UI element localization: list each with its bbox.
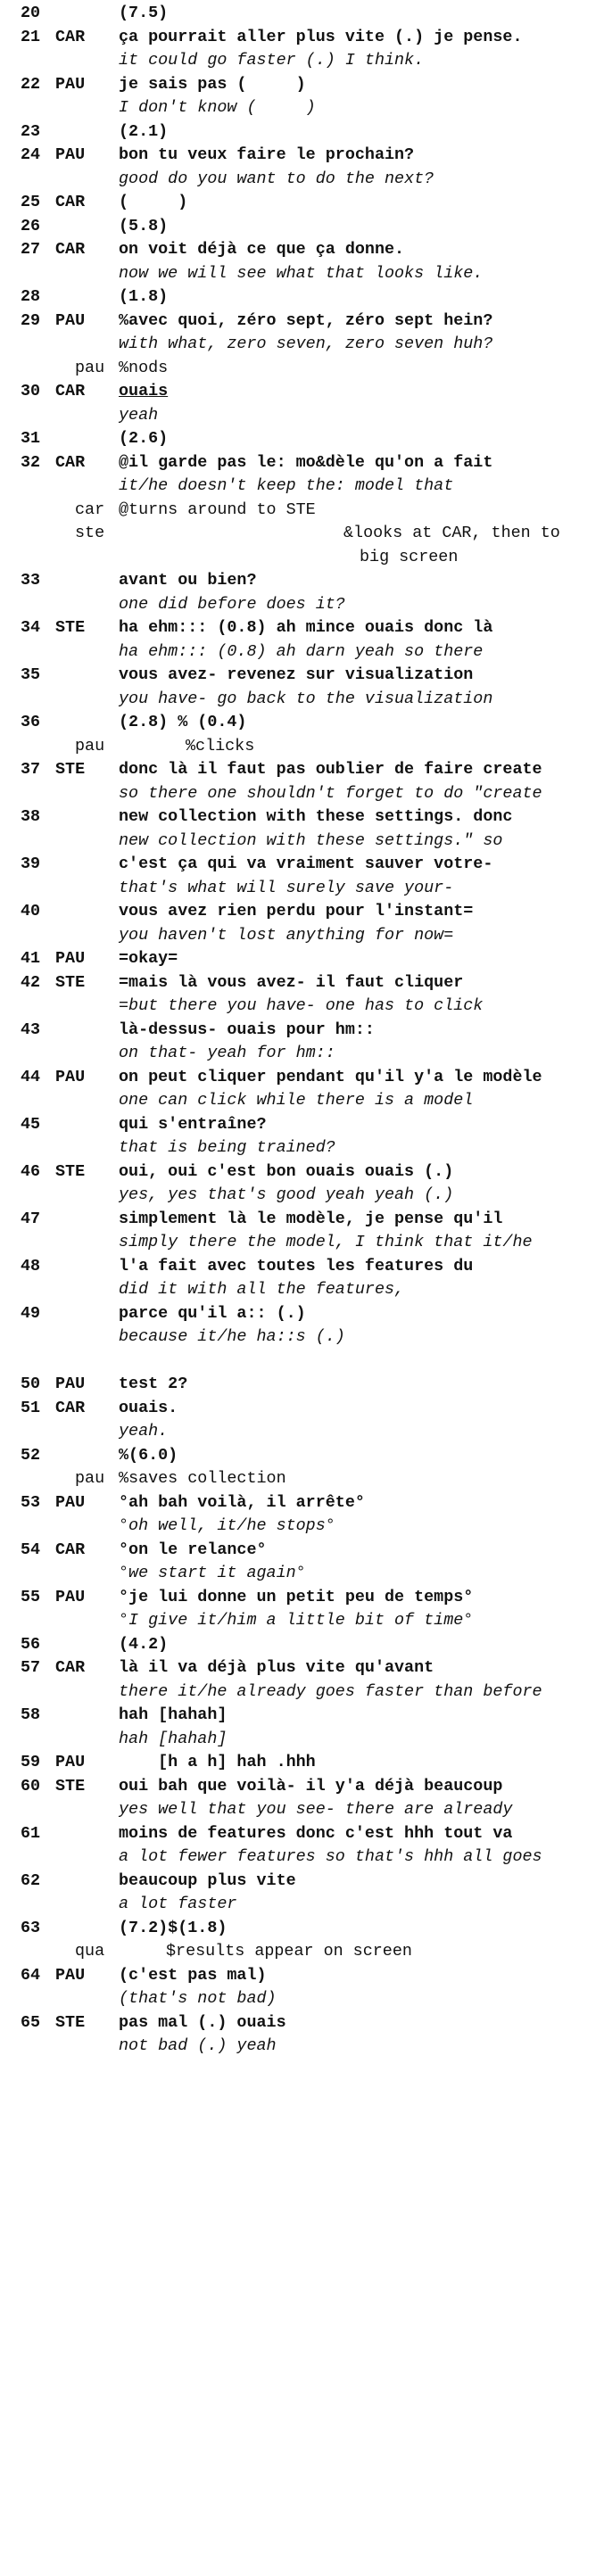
line-number: 55	[21, 1587, 41, 1606]
utterance-text: ( )	[119, 193, 188, 211]
speaker-code: CAR	[55, 27, 86, 46]
translation-text: that's what will surely save your-	[119, 878, 454, 897]
utterance-text: [h a h] hah .hhh	[119, 1753, 316, 1771]
translation-text: there it/he already goes faster than before	[119, 1681, 542, 1701]
speaker-code: PAU	[55, 1587, 86, 1606]
utterance-text: on peut cliquer pendant qu'il y'a le modèle	[119, 1067, 542, 1086]
speaker-code: CAR	[55, 193, 86, 211]
translation-text: it could go faster (.) I think.	[119, 51, 425, 70]
annotation-participant: qua	[75, 1942, 105, 1961]
utterance-text: je sais pas ( )	[119, 74, 306, 94]
translation-text: that is being trained?	[119, 1138, 335, 1157]
utterance-text: l'a fait avec toutes les features du	[119, 1256, 474, 1276]
utterance-text: °ah bah voilà, il arrête°	[119, 1492, 365, 1512]
translation-text: new collection with these settings." so	[119, 830, 503, 850]
speaker-code: STE	[55, 2012, 86, 2032]
line-number: 40	[21, 902, 41, 921]
speaker-code: CAR	[55, 1658, 86, 1677]
translation-text: you have- go back to the visualization	[119, 689, 493, 708]
line-number: 23	[21, 121, 41, 141]
line-number: 56	[21, 1634, 41, 1654]
utterance-text: oui, oui c'est bon ouais ouais (.)	[119, 1161, 454, 1181]
utterance-text: on voit déjà ce que ça donne.	[119, 240, 405, 259]
line-number: 37	[21, 760, 41, 779]
line-number: 20	[21, 4, 41, 22]
annotation-text: big screen	[360, 547, 459, 566]
speaker-code: PAU	[55, 310, 86, 330]
line-number: 45	[21, 1114, 41, 1134]
utterance-text: donc là il faut pas oublier de faire create	[119, 760, 542, 779]
line-number: 25	[21, 193, 41, 211]
speaker-code: PAU	[55, 74, 86, 94]
line-number: 49	[21, 1303, 41, 1323]
translation-text: simply there the model, I think that it/he	[119, 1233, 533, 1251]
utterance-text: parce qu'il a:: (.)	[119, 1303, 306, 1323]
line-number: 63	[21, 1918, 41, 1937]
speaker-code: STE	[55, 972, 86, 992]
utterance-text: hah [hahah]	[119, 1705, 228, 1724]
speaker-code: STE	[55, 1776, 86, 1796]
translation-text: =but there you have- one has to click	[119, 996, 484, 1015]
annotation-text: %nods	[119, 358, 169, 377]
annotation-participant: pau	[75, 358, 105, 377]
translation-text: on that- yeah for hm::	[119, 1044, 335, 1062]
utterance-text: ouais	[119, 382, 169, 400]
utterance-text: là il va déjà plus vite qu'avant	[119, 1658, 434, 1677]
speaker-code: CAR	[55, 1398, 86, 1417]
line-number: 52	[21, 1445, 41, 1465]
translation-text: with what, zero seven, zero seven huh?	[119, 334, 493, 353]
translation-text: °we start it again°	[119, 1564, 306, 1582]
translation-text: one can click while there is a model	[119, 1091, 474, 1110]
speaker-code: PAU	[55, 1375, 86, 1393]
line-number: 42	[21, 972, 41, 992]
line-number: 30	[21, 382, 41, 400]
translation-text: °I give it/him a little bit of time°	[119, 1611, 474, 1630]
translation-text: so there one shouldn't forget to do "create	[119, 783, 542, 803]
line-number: 58	[21, 1705, 41, 1724]
annotation-participant: pau	[75, 736, 105, 755]
speaker-code: STE	[55, 760, 86, 779]
speaker-code: PAU	[55, 949, 86, 968]
annotation-text: %saves collection	[119, 1469, 286, 1488]
utterance-text: qui s'entraîne?	[119, 1114, 267, 1134]
translation-text: ha ehm::: (0.8) ah darn yeah so there	[119, 641, 484, 661]
speaker-code: CAR	[55, 382, 86, 400]
utterance-text: °je lui donne un petit peu de temps°	[119, 1587, 474, 1606]
translation-text: good do you want to do the next?	[119, 169, 434, 188]
line-number: 53	[21, 1492, 41, 1512]
annotation-text: %clicks	[186, 736, 255, 755]
translation-text: yeah	[119, 405, 159, 425]
utterance-text: ça pourrait aller plus vite (.) je pense.	[119, 27, 523, 46]
speaker-code: CAR	[55, 1540, 86, 1559]
utterance-text: new collection with these settings. donc	[119, 807, 513, 826]
line-number: 31	[21, 429, 41, 448]
utterance-text: (7.5)	[119, 4, 169, 22]
utterance-text: bon tu veux faire le prochain?	[119, 145, 415, 164]
line-number: 64	[21, 1965, 41, 1985]
speaker-code: PAU	[55, 1753, 86, 1771]
speaker-code: CAR	[55, 452, 86, 472]
annotation-text: @turns around to STE	[119, 500, 316, 519]
translation-text: did it with all the features,	[119, 1280, 405, 1299]
line-number: 26	[21, 216, 41, 235]
line-number: 54	[21, 1540, 41, 1559]
line-number: 39	[21, 855, 41, 873]
speaker-code: PAU	[55, 1492, 86, 1512]
translation-text: °oh well, it/he stops°	[119, 1516, 335, 1535]
utterance-text: pas mal (.) ouais	[119, 2012, 286, 2032]
line-number: 29	[21, 310, 41, 330]
translation-text: yes well that you see- there are already	[119, 1800, 513, 1819]
utterance-text: moins de features donc c'est hhh tout va	[119, 1823, 513, 1843]
translation-text: I don't know ( )	[119, 98, 316, 117]
utterance-text: beaucoup plus vite	[119, 1870, 296, 1890]
speaker-code: STE	[55, 618, 86, 637]
utterance-text: (2.8) % (0.4)	[119, 713, 247, 731]
utterance-text: =okay=	[119, 949, 178, 968]
utterance-text: vous avez rien perdu pour l'instant=	[119, 902, 474, 921]
utterance-text: (c'est pas mal)	[119, 1965, 267, 1985]
line-number: 36	[21, 713, 41, 731]
line-number: 35	[21, 665, 41, 684]
line-number: 32	[21, 452, 41, 472]
line-number: 65	[21, 2012, 41, 2032]
utterance-text: =mais là vous avez- il faut cliquer	[119, 972, 464, 992]
speaker-code: PAU	[55, 145, 86, 164]
line-number: 22	[21, 74, 41, 94]
line-number: 47	[21, 1209, 41, 1228]
line-number: 51	[21, 1398, 41, 1417]
line-number: 38	[21, 807, 41, 826]
line-number: 27	[21, 240, 41, 259]
utterance-text: là-dessus- ouais pour hm::	[119, 1020, 375, 1039]
line-number: 61	[21, 1823, 41, 1843]
line-number: 33	[21, 571, 41, 590]
line-number: 28	[21, 287, 41, 306]
translation-text: not bad (.) yeah	[119, 2036, 277, 2055]
line-number: 59	[21, 1753, 41, 1771]
speaker-code: PAU	[55, 1067, 86, 1086]
utterance-text: test 2?	[119, 1375, 188, 1393]
line-number: 44	[21, 1067, 41, 1086]
utterance-text: @il garde pas le: mo&dèle qu'on a fait	[119, 452, 493, 472]
utterance-text: (7.2)$(1.8)	[119, 1918, 228, 1937]
translation-text: because it/he ha::s (.)	[119, 1327, 345, 1346]
utterance-text: avant ou bien?	[119, 571, 257, 590]
line-number: 34	[21, 618, 41, 637]
speaker-code: STE	[55, 1161, 86, 1181]
translation-text: now we will see what that looks like.	[119, 263, 484, 283]
annotation-participant: car	[75, 500, 105, 519]
translation-text: one did before does it?	[119, 594, 345, 614]
utterance-text: °on le relance°	[119, 1540, 267, 1559]
translation-text: hah [hahah]	[119, 1729, 228, 1748]
speaker-code: PAU	[55, 1965, 86, 1985]
line-number: 46	[21, 1161, 41, 1181]
line-number: 50	[21, 1375, 41, 1393]
speaker-code: CAR	[55, 240, 86, 259]
utterance-text: %avec quoi, zéro sept, zéro sept hein?	[119, 310, 493, 330]
utterance-text: simplement là le modèle, je pense qu'il	[119, 1209, 503, 1228]
annotation-participant: pau	[75, 1469, 105, 1488]
line-number: 41	[21, 949, 41, 968]
utterance-text: vous avez- revenez sur visualization	[119, 665, 474, 684]
annotation-participant: ste	[75, 524, 105, 542]
line-number: 43	[21, 1020, 41, 1039]
utterance-text: (4.2)	[119, 1634, 169, 1654]
line-number: 62	[21, 1870, 41, 1890]
line-number: 57	[21, 1658, 41, 1677]
line-number: 48	[21, 1256, 41, 1276]
translation-text: you haven't lost anything for now=	[119, 925, 454, 945]
translation-text: a lot fewer features so that's hhh all goes	[119, 1847, 542, 1866]
translation-text: yeah.	[119, 1422, 169, 1441]
utterance-text: c'est ça qui va vraiment sauver votre-	[119, 855, 493, 873]
utterance-text: (2.1)	[119, 121, 169, 141]
annotation-text: &looks at CAR, then to	[343, 524, 560, 542]
translation-text: (that's not bad)	[119, 1989, 277, 2008]
utterance-text: ha ehm::: (0.8) ah mince ouais donc là	[119, 618, 493, 637]
translation-text: it/he doesn't keep the: model that	[119, 476, 454, 495]
line-number: 21	[21, 27, 41, 46]
utterance-text: (5.8)	[119, 216, 169, 235]
line-number: 60	[21, 1776, 41, 1796]
translation-text: a lot faster	[119, 1895, 237, 1913]
utterance-text: (1.8)	[119, 287, 169, 306]
utterance-text: oui bah que voilà- il y'a déjà beaucoup	[119, 1776, 503, 1796]
annotation-text: $results appear on screen	[166, 1942, 412, 1961]
translation-text: yes, yes that's good yeah yeah (.)	[119, 1185, 454, 1204]
utterance-text: (2.6)	[119, 429, 169, 448]
utterance-text: %(6.0)	[119, 1445, 178, 1465]
line-number: 24	[21, 145, 41, 164]
utterance-text: ouais.	[119, 1398, 178, 1417]
